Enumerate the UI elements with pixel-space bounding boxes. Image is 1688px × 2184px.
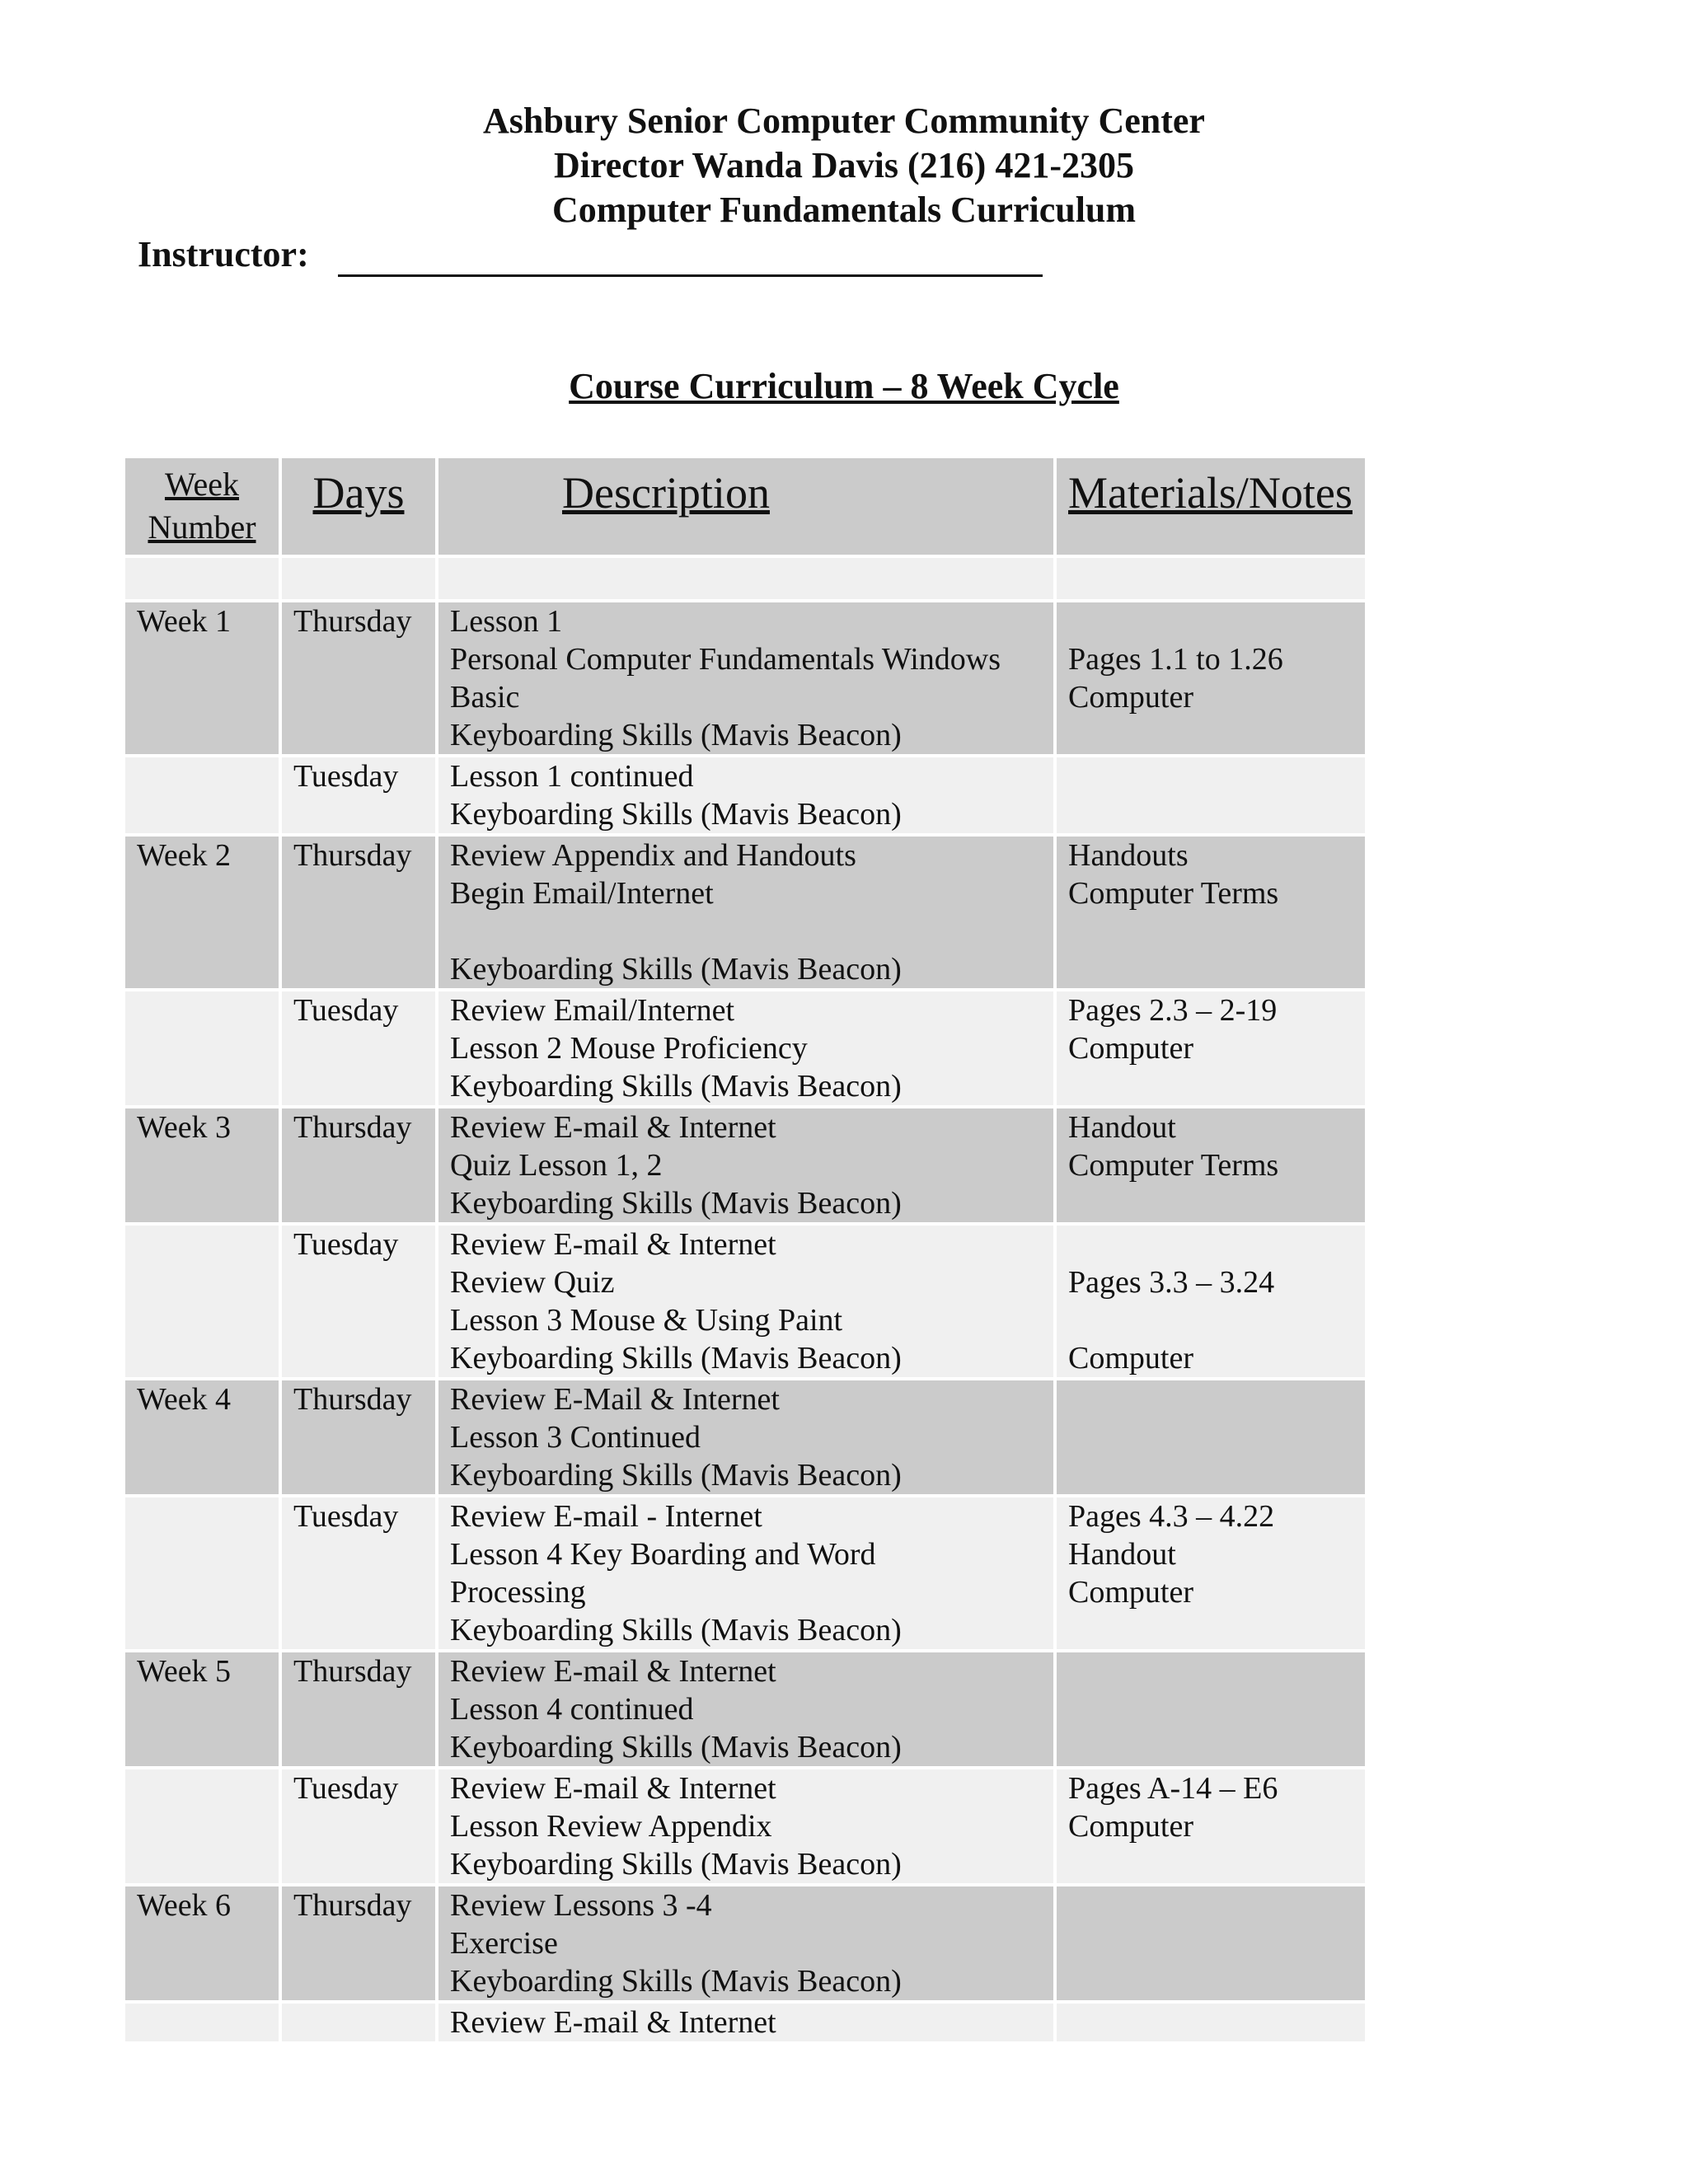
notes-line [1068,1226,1353,1263]
header-week-line1: Week [164,466,240,503]
description-line: Keyboarding Skills (Mavis Beacon) [450,1613,902,1647]
director-contact: Director Wanda Davis (216) 421-2305 [554,145,1134,185]
notes-line: Computer Terms [1068,876,1279,911]
description-cell [438,837,1053,988]
day-cell: Thursday [282,1886,435,2000]
day-cell: Tuesday [282,1769,435,1883]
week-cell [125,991,279,1105]
description-cell [438,991,1053,1105]
spacer-cell [438,558,1053,599]
spacer-cell [282,558,435,599]
table-row [125,1886,1365,2000]
notes-cell [1057,1108,1365,1222]
description-line: Quiz Lesson 1, 2 [450,1148,663,1183]
notes-line: Computer [1068,680,1193,715]
description-line: Review E-mail & Internet [450,1227,776,1262]
description-line: Review Quiz [450,1265,615,1300]
description-line: Review E-mail & Internet [450,2005,776,2040]
week-cell: Week 4 [125,1380,279,1494]
course-title: Course Curriculum – 8 Week Cycle [569,366,1119,406]
description-line: Review E-mail & Internet [450,1110,776,1145]
description-line: Review E-Mail & Internet [450,1382,780,1417]
notes-cell [1057,2004,1365,2041]
notes-line: Pages A-14 – E6 [1068,1771,1278,1806]
spacer-cell [125,558,279,599]
instructor-blank-line [338,274,1043,277]
header-description: Description [438,458,1053,555]
notes-line: Computer [1068,1575,1193,1610]
notes-line: Pages 1.1 to 1.26 [1068,642,1283,677]
day-cell: Thursday [282,1652,435,1766]
day-cell [282,2004,435,2041]
description-line: Keyboarding Skills (Mavis Beacon) [450,1186,902,1221]
week-cell [125,757,279,833]
week-cell [125,1497,279,1649]
notes-cell [1057,837,1365,988]
description-cell [438,1380,1053,1494]
description-cell [438,1497,1053,1649]
description-line: Personal Computer Fundamentals Windows [450,642,1001,677]
description-line: Review Lessons 3 -4 [450,1888,712,1923]
description-line: Lesson 2 Mouse Proficiency [450,1031,808,1066]
description-line: Processing [450,1575,586,1610]
notes-line: Computer Terms [1068,1148,1279,1183]
header-materials-notes: Materials/Notes [1057,458,1365,555]
description-line: Lesson 1 continued [450,759,694,794]
header-days: Days [282,458,435,555]
week-cell: Week 1 [125,602,279,754]
notes-line: Pages 4.3 – 4.22 [1068,1499,1275,1534]
description-line: Review E-mail & Internet [450,1654,776,1689]
center-name: Ashbury Senior Computer Community Center [483,101,1205,141]
description-line: Lesson 4 continued [450,1692,694,1727]
week-cell [125,1226,279,1377]
table-row [125,757,1365,833]
day-cell: Tuesday [282,991,435,1105]
table-row [125,1226,1365,1377]
table-row [125,602,1365,754]
description-line: Keyboarding Skills (Mavis Beacon) [450,1458,902,1493]
spacer-row [125,558,1365,599]
header-week-number [125,458,279,555]
notes-line: Handouts [1068,838,1189,873]
week-cell: Week 3 [125,1108,279,1222]
description-cell [438,757,1053,833]
notes-line: Pages 3.3 – 3.24 [1068,1265,1275,1300]
week-cell: Week 5 [125,1652,279,1766]
description-line: Lesson 3 Continued [450,1420,701,1455]
notes-line [1068,1301,1353,1339]
description-line: Review Appendix and Handouts [450,838,856,873]
description-line: Lesson 1 [450,604,563,639]
description-line: Keyboarding Skills (Mavis Beacon) [450,797,902,832]
table-header-row [125,458,1365,555]
description-line: Basic [450,680,520,715]
week-cell [125,1769,279,1883]
description-line: Review E-mail - Internet [450,1499,762,1534]
notes-line: Computer [1068,1031,1193,1066]
description-line: Lesson Review Appendix [450,1809,772,1844]
table-row [125,2004,1365,2041]
notes-cell [1057,1886,1365,2000]
description-line: Review E-mail & Internet [450,1771,776,1806]
notes-cell [1057,1652,1365,1766]
description-cell [438,1108,1053,1222]
description-cell [438,2004,1053,2041]
instructor-label: Instructor: [138,234,309,274]
day-cell: Tuesday [282,757,435,833]
day-cell: Thursday [282,602,435,754]
notes-line: Pages 2.3 – 2-19 [1068,993,1278,1028]
notes-line: Computer [1068,1341,1193,1376]
table-body [125,558,1365,2041]
notes-line [1068,602,1353,640]
description-cell [438,602,1053,754]
description-cell [438,1769,1053,1883]
day-cell: Tuesday [282,1497,435,1649]
day-cell: Thursday [282,1108,435,1222]
description-line: Begin Email/Internet [450,876,714,911]
notes-cell [1057,1497,1365,1649]
notes-line: Handout [1068,1110,1176,1145]
notes-line: Computer [1068,1809,1193,1844]
description-line: Lesson 3 Mouse & Using Paint [450,1303,843,1338]
description-line: Lesson 4 Key Boarding and Word [450,1537,876,1572]
notes-cell [1057,991,1365,1105]
day-cell: Thursday [282,1380,435,1494]
description-line: Keyboarding Skills (Mavis Beacon) [450,1847,902,1882]
curriculum-title: Computer Fundamentals Curriculum [551,190,1137,230]
description-line: Exercise [450,1926,558,1961]
notes-cell [1057,1769,1365,1883]
week-cell: Week 6 [125,1886,279,2000]
description-line: Keyboarding Skills (Mavis Beacon) [450,1730,902,1765]
description-cell [438,1226,1053,1377]
notes-cell [1057,1380,1365,1494]
description-line: Review Email/Internet [450,993,735,1028]
description-line [450,912,1042,950]
notes-cell [1057,1226,1365,1377]
curriculum-table [122,455,1368,2045]
day-cell: Thursday [282,837,435,988]
table-row [125,991,1365,1105]
table-row [125,1108,1365,1222]
description-line: Keyboarding Skills (Mavis Beacon) [450,718,902,752]
description-cell [438,1652,1053,1766]
table-row [125,1652,1365,1766]
notes-cell [1057,602,1365,754]
week-cell: Week 2 [125,837,279,988]
description-line: Keyboarding Skills (Mavis Beacon) [450,1069,902,1104]
header-week-line2: Number [148,509,256,546]
table-row [125,1769,1365,1883]
description-line: Keyboarding Skills (Mavis Beacon) [450,952,902,987]
notes-cell [1057,757,1365,833]
notes-line: Handout [1068,1537,1176,1572]
description-line: Keyboarding Skills (Mavis Beacon) [450,1341,902,1376]
table-row [125,1380,1365,1494]
table-row [125,1497,1365,1649]
description-cell [438,1886,1053,2000]
spacer-cell [1057,558,1365,599]
week-cell [125,2004,279,2041]
day-cell: Tuesday [282,1226,435,1377]
table-row [125,837,1365,988]
description-line: Keyboarding Skills (Mavis Beacon) [450,1964,902,1999]
